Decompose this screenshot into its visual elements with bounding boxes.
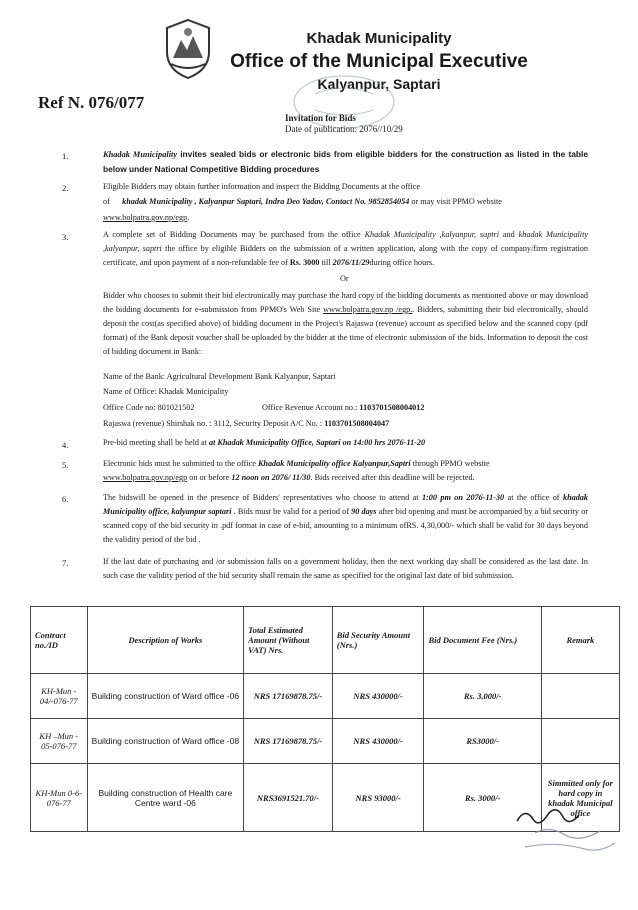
item-2-line-1: Eligible Bidders may obtain further information and inspect the Bidding Documents at the office: [103, 182, 421, 191]
item-6-time: 1:00 pm on 2076-11-30: [421, 493, 505, 502]
bids-table: [30, 606, 620, 832]
item-5-t4: . Bids received after this deadline will be rejected.: [310, 473, 475, 482]
rajaswa-line: [103, 419, 389, 428]
item-5-t3: on or before: [187, 473, 232, 482]
office-stamp-icon: [285, 72, 403, 132]
item-3-deadline: 2076/11/29: [332, 258, 370, 267]
cell-amount: NRS3691521.70/-: [244, 764, 333, 832]
item-3-hours: during office hours.: [369, 258, 435, 267]
item-2-line-2: [103, 197, 588, 206]
item-5-t1: Electronic bids must be submitted to the office: [103, 459, 258, 468]
item-number: 6.: [62, 494, 69, 504]
item-2-of: of: [103, 197, 110, 206]
cell-id: KH –Mun - 05-076-77: [31, 719, 88, 764]
office-code: Office Code no: 801021502: [103, 403, 195, 412]
cell-desc: Building construction of Ward office -08: [87, 719, 244, 764]
cell-fee: Rs. 3,000/-: [424, 674, 541, 719]
item-1-text: [103, 147, 588, 176]
col-description: Description of Works: [87, 607, 244, 674]
item-number: 4.: [62, 440, 69, 450]
cell-remark: [541, 674, 619, 719]
item-6-t4: after bid opening and must be accompanied by a bid security or scanned copy of the bid security in .pdf format in case of e-bid, amounting to a minimum ofRS. 4,30,000/- which shall be valid for 30 days beyond the validity period of the bid .: [103, 507, 588, 544]
office-title: Office of the Municipal Executive: [230, 51, 528, 72]
item-1-body: invites sealed bids or electronic bids from eligible bidders for the construction as listed in the table below under National Competitive Bidding procedures: [103, 149, 588, 174]
bank-name: Name of the Bank: Agricultural Development Bank Kalyanpur, Saptari: [103, 372, 336, 381]
item-5-t2: through PPMO website: [410, 459, 490, 468]
item-7-text: If the last date of purchasing and /or submission falls on a government holiday, then the next working day shall be considered as the last date. In such case the validity period of the bid security shall remain the same as specified for the original last date of bid submission.: [103, 557, 588, 580]
ppmo-egp-link[interactable]: www.bolpatra.gov.np /egp.: [323, 305, 413, 314]
item-3-e1: Bidder who chooses to submit their bid electronically may purchase the hard copy of the bidding documents as mentioned above or may download the bidding documents for e-submission from PPMO's Web Site: [103, 291, 588, 314]
item-3-e2: . Bidders, submitting their bid electronically, should deposit the cost(as specified above) of bidding document in the Project's Rajaswa (revenue) account as specified below and the scanned copy (pdf format) of the Bank deposit voucher shall be uploaded by the bidder at the time of electronic submission of the bids. Information to deposit the cost of bidding document in Bank:: [103, 305, 588, 356]
cell-security: NRS 430000/-: [332, 674, 424, 719]
col-contract: Contract no./ID: [31, 607, 88, 674]
table-row: [31, 719, 620, 764]
item-3-and: and: [499, 230, 519, 239]
cell-fee: Rs. 3000/-: [424, 764, 541, 832]
revenue-account: [262, 403, 424, 412]
signature-stamp-icon: [505, 803, 625, 863]
cell-id: KH-Mun 0-6-076-77: [31, 764, 88, 832]
item-number: 5.: [62, 460, 69, 470]
cell-security: NRS 93000/-: [332, 764, 424, 832]
item-6-t2: at the office of: [504, 493, 563, 502]
item-5-text: [103, 457, 588, 485]
cell-fee: RS3000/-: [424, 719, 541, 764]
table-row: [31, 674, 620, 719]
item-3-office-1: Khadak Municipality ,kalyanpur, saptri: [364, 230, 500, 239]
item-2-visit: or may visit PPMO website: [409, 197, 502, 206]
item-6-t1: The bidswill be opened in the presence of Bidders' representatives who choose to attend at: [103, 493, 422, 502]
cell-desc: Building construction of Ward office -06: [87, 674, 244, 719]
item-2-contact: khadak Municipality , Kalyanpur Saptari, Indra Deo Yadav, Contact No. 9852854054: [122, 197, 410, 206]
item-1-lead: Khadak Municipality: [103, 150, 178, 159]
col-security: Bid Security Amount (Nrs.): [332, 607, 424, 674]
ppmo-link[interactable]: www.bolpatra.gov.np/egp: [103, 213, 188, 222]
table-header-row: [31, 607, 620, 674]
revenue-number: 1103701508004012: [359, 403, 425, 412]
item-2-dot: .: [187, 213, 190, 222]
item-3-t1: A complete set of Bidding Documents may be purchased from the office: [103, 230, 365, 239]
or-separator: Or: [340, 274, 349, 283]
revenue-label: Office Revenue Account no.:: [262, 403, 360, 412]
col-fee: Bid Document Fee (Nrs.): [424, 607, 541, 674]
item-3-text: [103, 228, 588, 270]
col-amount: Total Estimated Amount (Without VAT) Nrs.: [244, 607, 333, 674]
item-5-link[interactable]: www.bolpatra.gov.np/egp: [103, 473, 188, 482]
office-location: Kalyanpur, Saptari: [317, 76, 441, 92]
office-name: Name of Office: Khadak Municipality: [103, 387, 229, 396]
invitation-heading: Invitation for Bids: [285, 113, 356, 123]
item-6-office: khadak Municipality office, kalyanpur saptari: [103, 493, 588, 516]
item-2-line-3: [103, 213, 189, 222]
item-number: 2.: [62, 183, 69, 193]
municipality-name: Khadak Municipality: [306, 30, 452, 47]
rajaswa-label: Rajaswa (revenue) Shirshak no. : 3112, Security Deposit A/C No. :: [103, 419, 325, 428]
security-deposit-number: 1103701508004047: [324, 419, 390, 428]
item-3-office-2: khadak Municipality ,kalyanpur, saptri: [103, 230, 588, 253]
item-3-electronic: [103, 289, 588, 359]
item-6-text: [103, 491, 588, 547]
item-4-meeting: at Khadak Municipality Office, Saptari on 14:00 hrs 2076-11-20: [208, 438, 426, 447]
item-3-till: till: [319, 258, 333, 267]
item-5-deadline: 12 noon on 2076/ 11/30: [231, 473, 311, 482]
item-number: 1.: [62, 151, 69, 161]
item-5-office: Khadak Municipality office Kalyanpur,Saptri: [257, 459, 411, 468]
reference-number: Ref N. 076/077: [38, 93, 145, 112]
cell-amount: NRS 17169878.75/-: [244, 674, 333, 719]
cell-security: NRS 430000/-: [332, 719, 424, 764]
item-number: 3.: [62, 232, 69, 242]
item-4-t: Pre-bid meeting shall be held at: [103, 438, 209, 447]
item-3-fee: Rs. 3000: [289, 258, 320, 267]
publication-date: Date of publication: 2076//10/29: [285, 124, 403, 134]
item-4-text: [103, 438, 425, 447]
col-remark: Remark: [541, 607, 619, 674]
cell-remark: [541, 719, 619, 764]
cell-remark: Simmitted only for hard copy in khadak Municipal office: [541, 764, 619, 832]
item-3-t3: the office by eligible Bidders on the submission of a written application, along with the copy of company/firm registration certificate, and upon payment of a non-refundable fee of: [103, 244, 588, 267]
item-number: 7.: [62, 558, 69, 568]
cell-id: KH-Mun - 04/-076-77: [31, 674, 88, 719]
cell-desc: Building construction of Health care Centre ward -06: [87, 764, 244, 832]
item-6-t3: . Bids must be valid for a period of: [231, 507, 352, 516]
cell-amount: NRS 17169878.75/-: [244, 719, 333, 764]
item-6-days: 90 days: [351, 507, 377, 516]
